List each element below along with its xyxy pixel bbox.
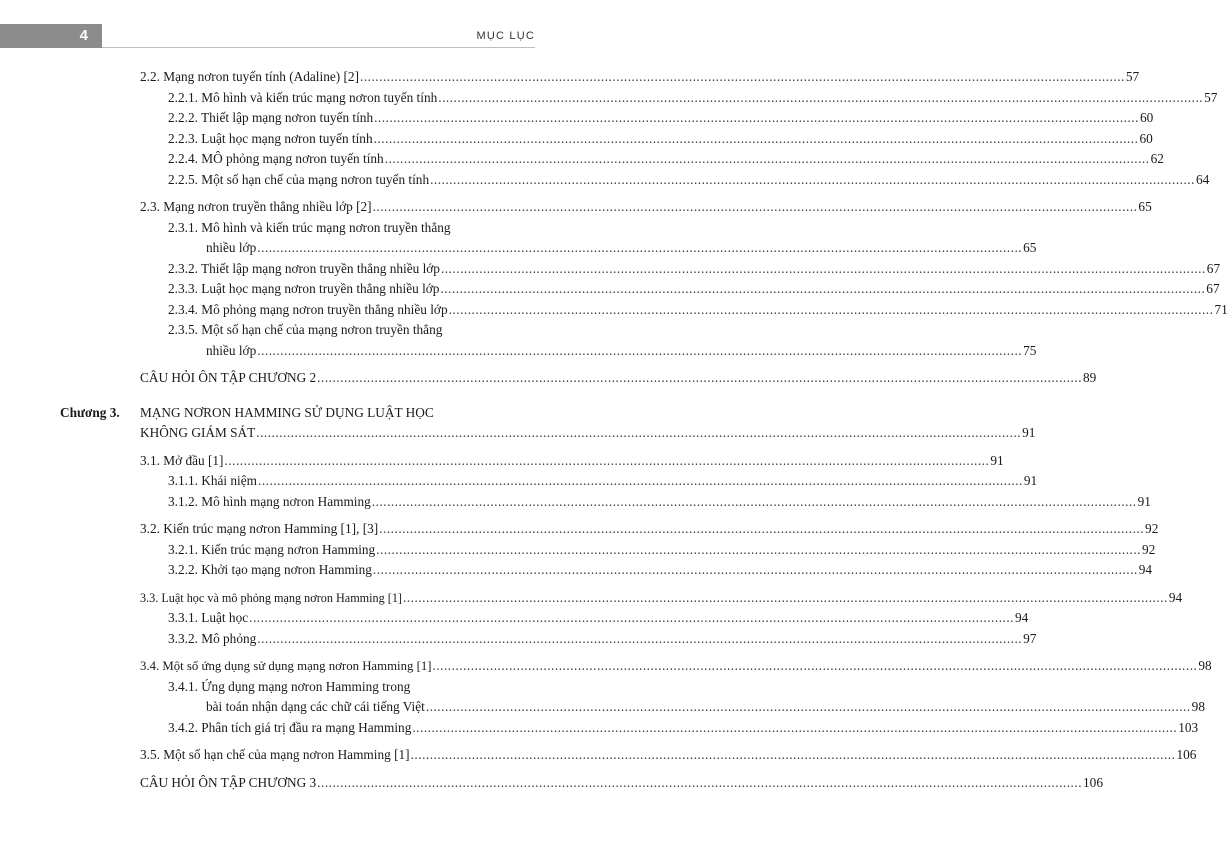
toc-entry-title: nhiều lớp bbox=[206, 240, 257, 255]
toc-entry-title: KHÔNG GIÁM SÁT bbox=[140, 425, 256, 440]
toc-entry-page: 97 bbox=[1023, 630, 1037, 646]
toc-entry[interactable]: 3.2.2. Khởi tạo mạng nơron Hamming ........................................................................................................................................................................................................ 94 bbox=[0, 560, 601, 581]
toc-entry-continuation[interactable]: nhiều lớp ........................................................................................................................................................................................................ 65 bbox=[0, 238, 601, 259]
toc-entry-page: 94 bbox=[1168, 589, 1183, 605]
toc-entry[interactable] bbox=[0, 218, 601, 239]
toc-entry[interactable]: 2.2.2. Thiết lập mạng nơron tuyến tính ........................................................................................................................................................................................................ 60 bbox=[0, 108, 601, 129]
toc-entry[interactable]: 2.2.1. Mô hình và kiến trúc mạng nơron tuyến tính ........................................................................................................................................................................................................ 57 bbox=[0, 88, 601, 109]
toc-entry-page: 60 bbox=[1139, 130, 1153, 146]
toc-entry-title: 3.4.2. Phân tích giá trị đầu ra mạng Hamming bbox=[168, 719, 412, 735]
toc-entry-title: 3.4. Một số ứng dụng sử dụng mạng nơron Hamming [1] bbox=[140, 659, 432, 673]
toc-entry-page: 71 bbox=[1214, 301, 1228, 317]
header-rule bbox=[102, 47, 535, 48]
toc-entry-page: 89 bbox=[1083, 370, 1097, 385]
toc-entry[interactable]: 3.5. Một số hạn chế của mạng nơron Hamming [1] ........................................................................................................................................................................................................ 106 bbox=[0, 745, 601, 766]
toc-entry-continuation[interactable]: KHÔNG GIÁM SÁT ........................................................................................................................................................................................................ 91 bbox=[0, 423, 601, 444]
toc-entry-title: 3.5. Một số hạn chế của mạng nơron Hamming [1] bbox=[140, 747, 410, 762]
toc-entry-title: 2.2.4. MÔ phỏng mạng nơron tuyến tính bbox=[168, 151, 384, 166]
toc-entry-title: 2.3.5. Một số hạn chế của mạng nơron truyền thẳng bbox=[168, 322, 443, 337]
toc-entry-page: 103 bbox=[1178, 719, 1199, 735]
toc-entry[interactable]: CÂU HỎI ÔN TẬP CHƯƠNG 2 ........................................................................................................................................................................................................ 89 bbox=[0, 368, 601, 389]
toc-entry-title: 3.1. Mở đầu [1] bbox=[140, 452, 224, 468]
toc-entry[interactable]: 2.2.4. MÔ phỏng mạng nơron tuyến tính ........................................................................................................................................................................................................ 62 bbox=[0, 149, 601, 170]
toc-entry[interactable]: 3.3.2. Mô phỏng ........................................................................................................................................................................................................ 97 bbox=[0, 629, 601, 650]
toc-entry-page: 94 bbox=[1014, 610, 1029, 625]
toc-entry-page: 57 bbox=[1125, 69, 1140, 84]
toc-entry[interactable]: 2.3.4. Mô phỏng mạng nơron truyền thẳng nhiều lớp ........................................................................................................................................................................................................ 71 bbox=[0, 300, 601, 321]
toc-entry[interactable]: 2.2.3. Luật học mạng nơron tuyến tính ........................................................................................................................................................................................................ 60 bbox=[0, 129, 601, 150]
chapter-label: Chương 3. bbox=[60, 404, 120, 420]
toc-entry-title: 3.3.2. Mô phỏng bbox=[168, 630, 257, 646]
toc-entry[interactable]: 3.4.2. Phân tích giá trị đầu ra mạng Hamming ........................................................................................................................................................................................................ 103 bbox=[0, 718, 601, 739]
toc-entry-page: 91 bbox=[990, 452, 1004, 468]
page-number: 4 bbox=[0, 24, 102, 48]
toc-entry-page: 60 bbox=[1139, 110, 1154, 125]
toc-entry-page: 65 bbox=[1138, 199, 1152, 214]
toc-entry-title: 3.1.2. Mô hình mạng nơron Hamming bbox=[168, 493, 371, 509]
toc-entry-page: 92 bbox=[1145, 521, 1159, 536]
toc-entry-title: 2.3.2. Thiết lập mạng nơron truyền thẳng nhiều lớp bbox=[168, 260, 440, 276]
toc-entry[interactable]: 2.3.3. Luật học mạng nơron truyền thẳng nhiều lớp ........................................................................................................................................................................................................ 67 bbox=[0, 279, 601, 300]
toc-entry-title: CÂU HỎI ÔN TẬP CHƯƠNG 3 bbox=[140, 774, 317, 790]
toc-entry[interactable]: 2.2.5. Một số hạn chế của mạng nơron tuyến tính ........................................................................................................................................................................................................ 64 bbox=[0, 170, 601, 191]
toc-entry-title: CÂU HỎI ÔN TẬP CHƯƠNG 2 bbox=[140, 370, 317, 385]
toc-entry-page: 98 bbox=[1191, 699, 1205, 714]
toc-entry-page: 67 bbox=[1206, 281, 1220, 296]
toc-entry-title: 3.3. Luật học và mô phỏng mạng nơron Hamming [1] bbox=[140, 590, 402, 605]
toc-entry-title: 2.3.1. Mô hình và kiến trúc mạng nơron truyền thẳng bbox=[168, 219, 451, 235]
toc-entry-title: 2.2.5. Một số hạn chế của mạng nơron tuyến tính bbox=[168, 171, 430, 187]
toc-entry[interactable]: 2.3. Mạng nơron truyền thẳng nhiều lớp [2] ........................................................................................................................................................................................................ 65 bbox=[0, 197, 601, 218]
toc-entry[interactable]: 3.2. Kiến trúc mạng nơron Hamming [1], [3] ........................................................................................................................................................................................................ 92 bbox=[0, 519, 601, 540]
toc-entry-page: 98 bbox=[1198, 658, 1212, 673]
toc-entry[interactable]: 2.3.2. Thiết lập mạng nơron truyền thẳng nhiều lớp ........................................................................................................................................................................................................ 67 bbox=[0, 259, 601, 280]
toc-entry-page: 91 bbox=[1023, 473, 1038, 488]
toc-entry-title: MẠNG NƠRON HAMMING SỬ DỤNG LUẬT HỌC bbox=[140, 404, 434, 420]
toc-entry[interactable]: 3.1. Mở đầu [1] ........................................................................................................................................................................................................ 91 bbox=[0, 451, 601, 472]
toc-entry-title: 2.2. Mạng nơron tuyến tính (Adaline) [2] bbox=[140, 69, 359, 84]
running-title: MỤC LỤC bbox=[476, 30, 535, 42]
toc-entry-title: 3.4.1. Ứng dụng mạng nơron Hamming trong bbox=[168, 678, 411, 694]
chapter-heading[interactable] bbox=[0, 403, 601, 424]
toc-entry-page: 106 bbox=[1176, 747, 1197, 762]
toc-entry-page: 106 bbox=[1083, 774, 1103, 790]
toc-entry[interactable] bbox=[0, 320, 601, 341]
toc-entry-title: 2.3. Mạng nơron truyền thẳng nhiều lớp [2] bbox=[140, 199, 372, 214]
toc-entry-continuation[interactable]: bài toán nhận dạng các chữ cái tiếng Việt ........................................................................................................................................................................................................ 98 bbox=[0, 697, 601, 718]
toc-entry-title: 3.2.1. Kiến trúc mạng nơron Hamming bbox=[168, 541, 376, 557]
toc-entry-page: 92 bbox=[1142, 541, 1156, 557]
page-header bbox=[0, 24, 601, 48]
toc-entry-page: 91 bbox=[1022, 425, 1036, 440]
toc-entry[interactable]: 3.3. Luật học và mô phỏng mạng nơron Hamming [1] ........................................................................................................................................................................................................ 94 bbox=[0, 588, 601, 609]
toc-entry-title: 2.3.3. Luật học mạng nơron truyền thẳng nhiều lớp bbox=[168, 281, 440, 296]
toc-entry[interactable]: 2.2. Mạng nơron tuyến tính (Adaline) [2] ........................................................................................................................................................................................................ 57 bbox=[0, 67, 601, 88]
toc-entry-title: 3.2. Kiến trúc mạng nơron Hamming [1], [3] bbox=[140, 521, 379, 536]
toc-entry-page: 62 bbox=[1150, 151, 1164, 166]
toc-entry-page: 64 bbox=[1195, 171, 1210, 187]
toc-entry[interactable]: 3.2.1. Kiến trúc mạng nơron Hamming ........................................................................................................................................................................................................ 92 bbox=[0, 540, 601, 561]
toc-entry[interactable]: 3.1.2. Mô hình mạng nơron Hamming ........................................................................................................................................................................................................ 91 bbox=[0, 492, 601, 513]
toc-entry-title: 3.1.1. Khái niệm bbox=[168, 473, 258, 488]
toc-entry-page: 65 bbox=[1023, 240, 1037, 255]
toc-entry-continuation[interactable]: nhiều lớp ........................................................................................................................................................................................................ 75 bbox=[0, 341, 601, 362]
toc-entry[interactable]: 3.4. Một số ứng dụng sử dụng mạng nơron Hamming [1] ........................................................................................................................................................................................................ 98 bbox=[0, 656, 601, 677]
table-of-contents bbox=[0, 67, 1228, 793]
toc-entry-title: 3.2.2. Khởi tạo mạng nơron Hamming bbox=[168, 562, 372, 577]
toc-entry-title: 2.3.4. Mô phỏng mạng nơron truyền thẳng nhiều lớp bbox=[168, 301, 448, 317]
toc-entry-page: 75 bbox=[1023, 342, 1037, 358]
toc-entry-title: 2.2.1. Mô hình và kiến trúc mạng nơron tuyến tính bbox=[168, 89, 438, 105]
toc-entry[interactable]: CÂU HỎI ÔN TẬP CHƯƠNG 3 ........................................................................................................................................................................................................ 106 bbox=[0, 773, 601, 794]
toc-entry-title: bài toán nhận dạng các chữ cái tiếng Việt bbox=[206, 699, 425, 714]
toc-entry-page: 91 bbox=[1137, 493, 1151, 509]
toc-entry-title: nhiều lớp bbox=[206, 342, 257, 358]
toc-entry-page: 67 bbox=[1206, 260, 1221, 276]
toc-entry-title: 3.3.1. Luật học bbox=[168, 610, 249, 625]
toc-entry-page: 94 bbox=[1138, 562, 1153, 577]
toc-entry-page: 57 bbox=[1204, 89, 1218, 105]
toc-entry[interactable] bbox=[0, 677, 601, 698]
toc-entry[interactable]: 3.3.1. Luật học ........................................................................................................................................................................................................ 94 bbox=[0, 608, 601, 629]
toc-entry-title: 2.2.3. Luật học mạng nơron tuyến tính bbox=[168, 130, 373, 146]
toc-entry-title: 2.2.2. Thiết lập mạng nơron tuyến tính bbox=[168, 110, 374, 125]
toc-entry[interactable]: 3.1.1. Khái niệm ........................................................................................................................................................................................................ 91 bbox=[0, 471, 601, 492]
